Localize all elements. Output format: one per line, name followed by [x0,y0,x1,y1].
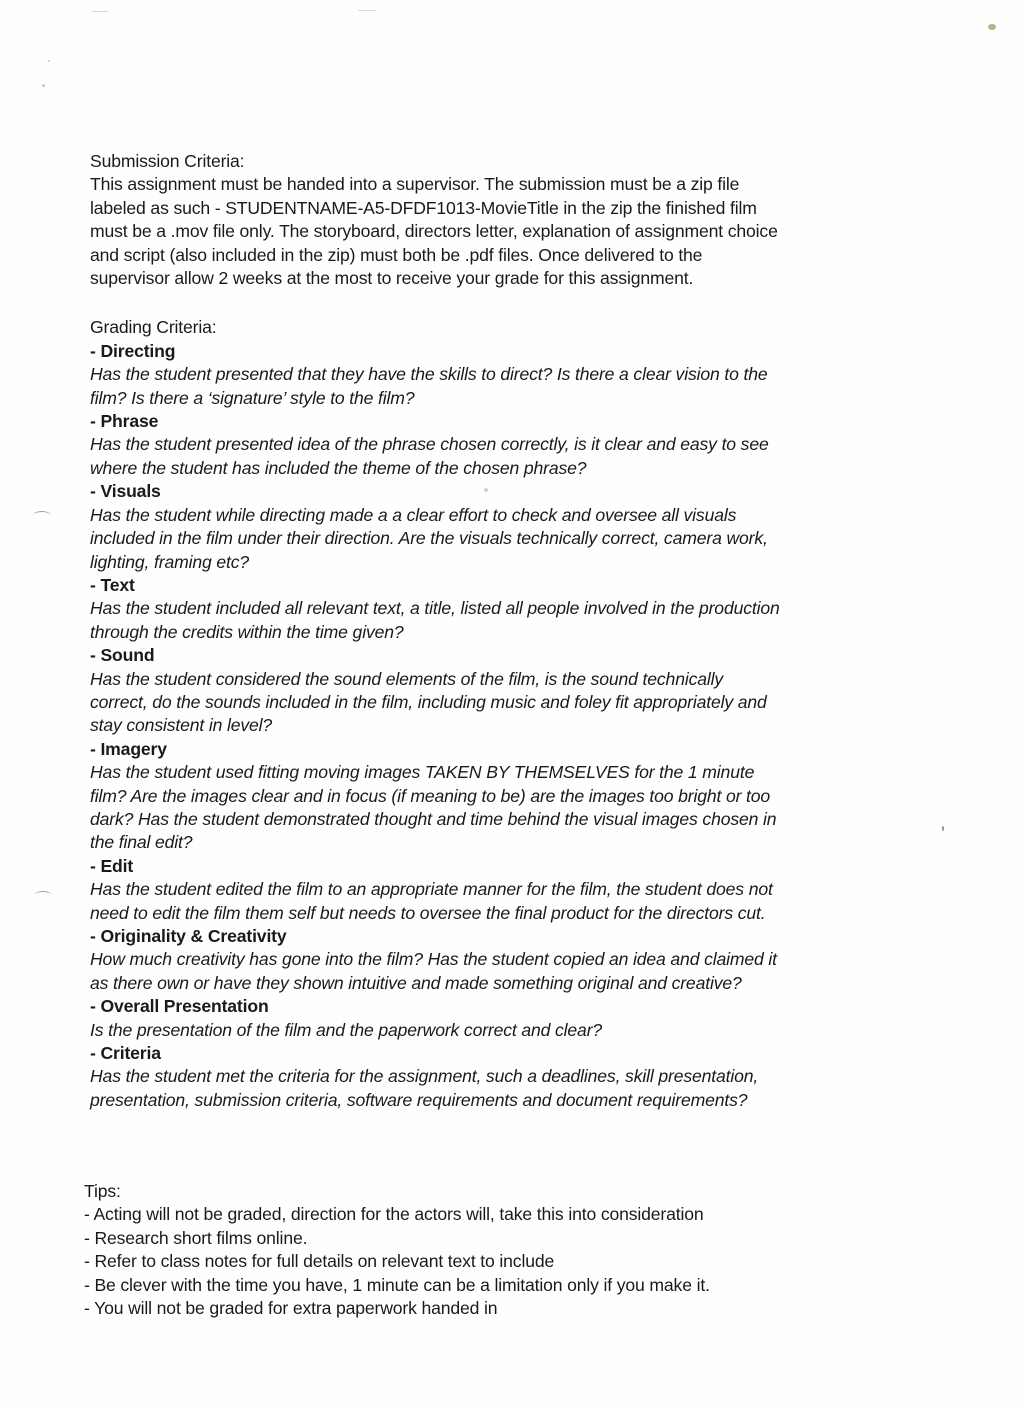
tip-item: - Refer to class notes for full details on relevant text to include [84,1251,555,1272]
criterion-description: Has the student presented idea of the phrase chosen correctly, is it clear and easy to see [90,434,769,455]
tip-item: - Acting will not be graded, direction for the actors will, take this into consideration [84,1204,704,1225]
criterion-description: film? Are the images clear and in focus (if meaning to be) are the images too bright or too [90,785,771,806]
submission-line: and script (also included in the zip) must both be .pdf files. Once delivered to the [90,244,703,265]
criterion-description: Has the student used fitting moving images TAKEN BY THEMSELVES for the 1 minute [90,762,755,783]
criterion-title: - Directing [90,340,176,361]
submission-heading: Submission Criteria: [90,151,245,171]
criterion-description: presentation, submission criteria, software requirements and document requirements? [90,1089,748,1110]
criterion-overall-presentation [90,995,920,1042]
criterion-title: - Phrase [90,411,159,432]
criterion-description: dark? Has the student demonstrated thought and time behind the visual images chosen in [90,808,777,829]
tips-heading: Tips: [84,1181,121,1201]
tip-item: - You will not be graded for extra paperwork handed in [84,1298,498,1319]
criterion-text [90,574,920,644]
criterion-description: included in the film under their direction. Are the visuals technically correct, camera work, [90,528,768,549]
submission-line: must be a .mov file only. The storyboard, directors letter, explanation of assignment choice [90,221,778,242]
criterion-edit [90,855,920,925]
tip-item: - Research short films online. [84,1227,308,1248]
scan-speck [48,60,50,62]
submission-line: labeled as such - STUDENTNAME-A5-DFDF1013-MovieTitle in the zip the finished film [90,197,757,218]
criterion-title: - Visuals [90,481,161,502]
criterion-title: - Originality & Creativity [90,926,287,946]
scan-artifact-top-left [92,11,108,12]
grading-heading: Grading Criteria: [90,317,217,338]
criterion-description: need to edit the film them self but needs to oversee the final product for the directors cut. [90,902,766,923]
submission-line: This assignment must be handed into a supervisor. The submission must be a zip file [90,174,740,195]
criterion-description: lighting, framing etc? [90,551,250,572]
criterion-originality-creativity [90,925,920,995]
criterion-description: Has the student presented that they have the skills to direct? Is there a clear vision to the [90,364,768,385]
criterion-description: as there own or have they shown intuitive and made something original and creative? [90,972,742,993]
criterion-title: - Sound [90,645,155,666]
criterion-description: the final edit? [90,832,193,853]
criterion-title: - Edit [90,855,134,876]
criterion-description: correct, do the sounds included in the film, including music and foley fit appropriately and [90,691,767,712]
criterion-title: - Text [90,574,135,595]
criterion-description: How much creativity has gone into the film? Has the student copied an idea and claimed it [90,949,777,970]
criterion-description: film? Is there a ‘signature’ style to the film? [90,387,415,408]
criterion-description: where the student has included the theme of the chosen phrase? [90,457,587,478]
scan-artifact-corner [988,24,996,30]
criterion-description: stay consistent in level? [90,715,273,736]
criterion-description: through the credits within the time given? [90,621,404,642]
criterion-phrase [90,410,920,480]
criterion-description: Has the student edited the film to an appropriate manner for the film, the student does not [90,879,773,900]
criterion-description: Has the student considered the sound elements of the film, is the sound technically [90,668,724,689]
criterion-description: Has the student included all relevant text, a title, listed all people involved in the production [90,598,780,619]
criterion-visuals [90,480,920,574]
criterion-description: Has the student while directing made a a clear effort to check and oversee all visuals [90,504,737,525]
criterion-description: Is the presentation of the film and the paperwork correct and clear? [90,1019,603,1040]
submission-line: supervisor allow 2 weeks at the most to receive your grade for this assignment. [90,268,694,289]
punch-hole-mark-lower [34,891,52,900]
tip-item: - Be clever with the time you have, 1 minute can be a limitation only if you make it. [84,1274,710,1295]
submission-section [90,150,920,290]
criterion-description: Has the student met the criteria for the assignment, such a deadlines, skill presentation, [90,1066,759,1087]
criterion-title: - Overall Presentation [90,996,269,1017]
grading-section [90,316,920,1112]
scan-speck [942,826,944,831]
criterion-title: - Imagery [90,738,167,759]
document-body [90,150,920,1112]
criterion-criteria [90,1042,920,1112]
criterion-sound [90,644,920,738]
tips-section [84,1180,924,1320]
criterion-directing [90,340,920,410]
spacer [90,290,920,316]
scan-artifact-top-mid [358,10,376,11]
criterion-imagery [90,738,920,855]
punch-hole-mark-upper [33,511,51,520]
scan-speck [42,84,45,87]
criterion-title: - Criteria [90,1043,161,1064]
